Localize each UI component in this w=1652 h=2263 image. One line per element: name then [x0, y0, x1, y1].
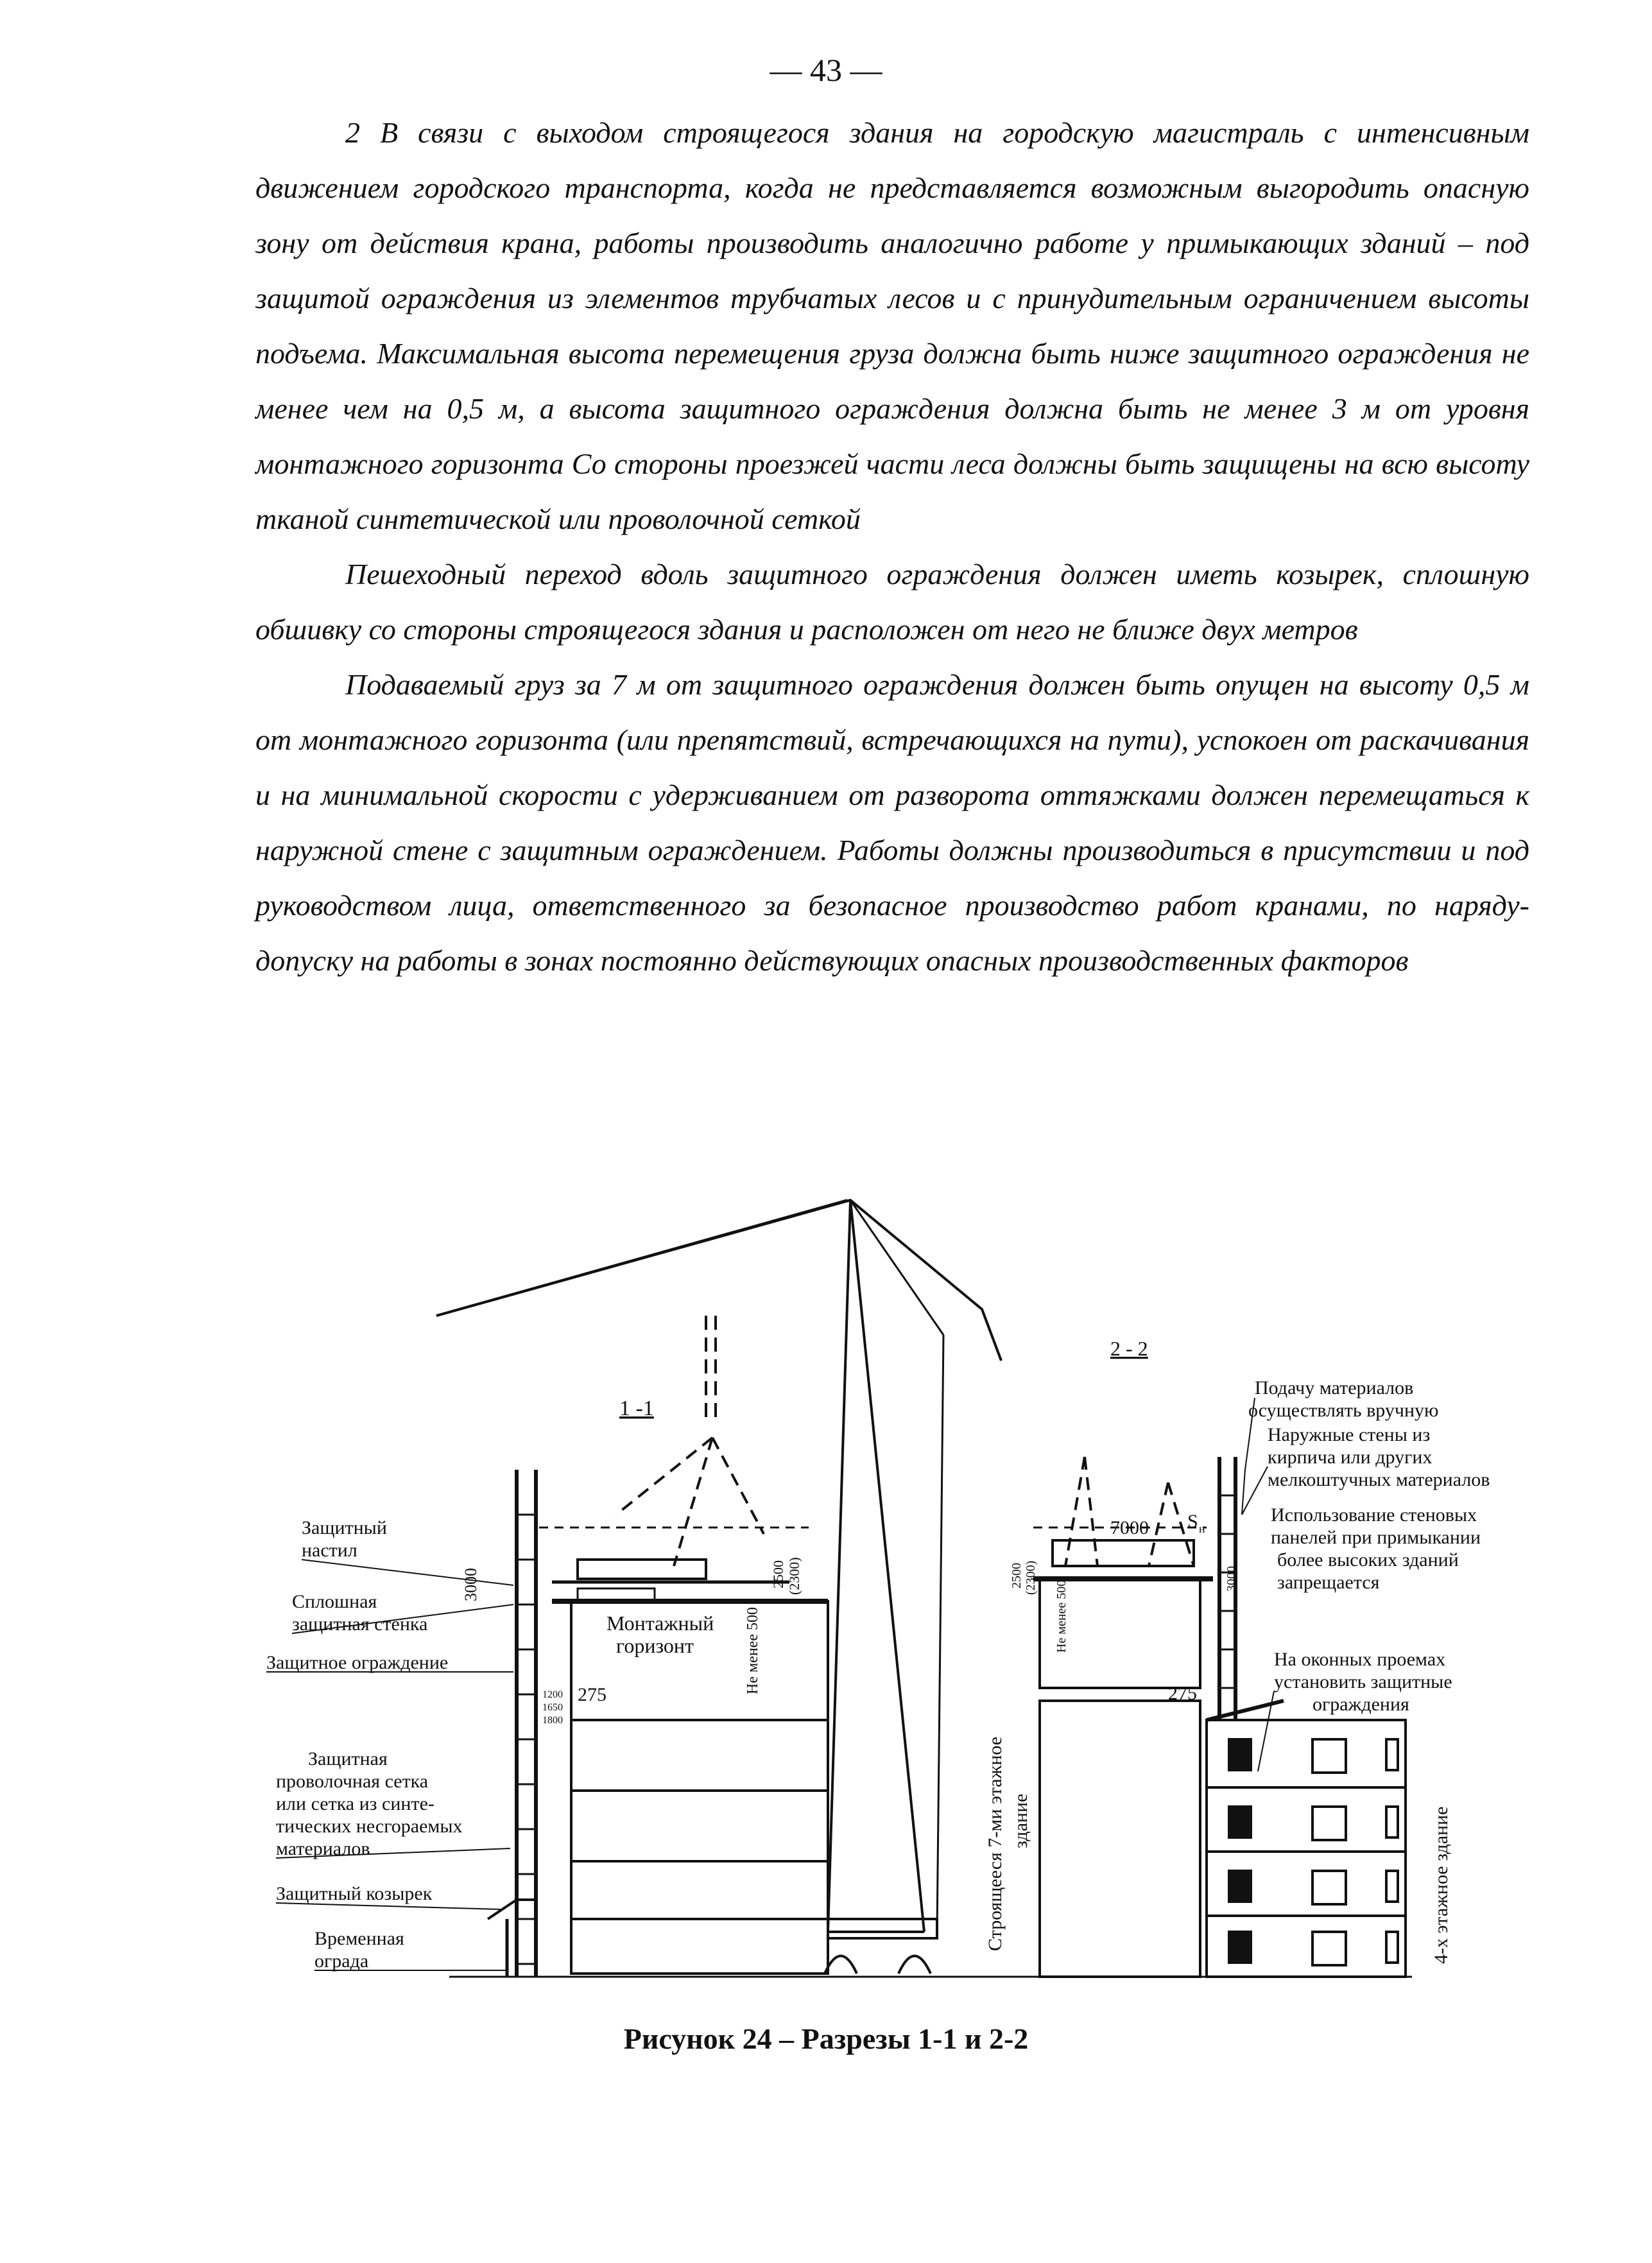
dim-3000: 3000 [461, 1568, 480, 1601]
label-building-4: 4-х этажное здание [1431, 1806, 1452, 1964]
label-windows-3: ограждения [1312, 1694, 1409, 1715]
label-temp-fence: Временная [314, 1928, 404, 1949]
label-panels: Использование стеновых [1271, 1504, 1477, 1526]
label-mesh-5: материалов [276, 1838, 370, 1859]
label-mounting-horizon: Монтажный [607, 1612, 714, 1635]
dim-2300: (2300) [786, 1557, 802, 1595]
label-not-less-500-right: Не менее 500 [1054, 1579, 1069, 1653]
dim-1200: 1200 [542, 1689, 563, 1700]
label-s: S [1187, 1511, 1198, 1532]
dim-2500-right: 2500 [1010, 1563, 1024, 1588]
label-mesh-2: проволочная сетка [276, 1771, 429, 1792]
dim-1800: 1800 [542, 1715, 563, 1726]
label-panels-2: панелей при примыкании [1271, 1527, 1481, 1548]
section-1-label: 1 -1 [619, 1397, 654, 1420]
page-number: — 43 — [770, 52, 882, 88]
label-mesh: Защитная [308, 1748, 388, 1769]
figure-caption: Рисунок 24 – Разрезы 1-1 и 2-2 [623, 2022, 1029, 2055]
label-protective-fence: Защитное ограждение [266, 1652, 449, 1673]
label-mounting-horizon-2: горизонт [616, 1634, 694, 1657]
label-feed-materials: Подачу материалов [1255, 1377, 1414, 1398]
dim-2500: 2500 [770, 1560, 786, 1588]
dim-2300-right: (2300) [1024, 1560, 1038, 1595]
dim-275-right: 275 [1168, 1683, 1197, 1704]
crane-mast [828, 1200, 850, 1932]
label-solid-wall-2: защитная стенка [292, 1613, 428, 1635]
crane-jib [436, 1200, 1001, 1361]
label-temp-fence-2: ограда [314, 1950, 369, 1972]
section-2-label: 2 - 2 [1110, 1337, 1148, 1360]
label-outer-walls-3: мелкоштучных материалов [1268, 1469, 1490, 1490]
label-protective-deck: Защитный [302, 1517, 387, 1538]
label-s-sub: н [1199, 1522, 1205, 1535]
label-outer-walls: Наружные стены из [1268, 1424, 1431, 1445]
label-windows-2: установить защитные [1274, 1671, 1452, 1692]
label-building-7: Строящееся 7-ми этажное [985, 1736, 1006, 1951]
label-windows: На оконных проемах [1274, 1649, 1446, 1670]
label-protective-deck-2: настил [302, 1540, 357, 1561]
label-panels-4: запрещается [1277, 1572, 1380, 1593]
paragraph-1: 2 В связи с выходом строящегося здания на городскую магистраль с интенсивным движением городского транспорта, когда не представляется возможным выгородить опасную зону от действия крана, работы производить аналогично работе у примыкающих зданий – под защитой ограждения из элементов трубчатых лесов и с принудительным ограничением высоты подъема. Максимальная высота перемещения груза должна быть ниже защитного ограждения не менее чем на 0,5 м, а высота защитного ограждения должна быть не менее 3 м от уровня монтажного горизонта Со стороны проезжей части леса должны быть защищены на всю высоту тканой синтетической или проволочной сеткой [255, 116, 1529, 535]
label-building-7-2: здание [1010, 1793, 1031, 1848]
paragraph-2: Пешеходный переход вдоль защитного ограждения должен иметь козырек, сплошную обшивку со стороны строящегося здания и расположен от него не ближе двух метров [255, 558, 1529, 646]
label-not-less-500: Не менее 500 [744, 1607, 761, 1694]
label-feed-materials-2: осуществлять вручную [1248, 1400, 1439, 1421]
dim-1650: 1650 [542, 1702, 563, 1713]
label-solid-wall: Сплошная [292, 1591, 377, 1612]
dim-7000: 7000 [1110, 1517, 1149, 1538]
label-canopy: Защитный козырек [276, 1883, 433, 1904]
paragraph-3: Подаваемый груз за 7 м от защитного ограждения должен быть опущен на высоту 0,5 м от монтажного горизонта (или препятствий, встречающихся на пути), успокоен от раскачивания и на минимальной скорости с удерживанием от разворота оттяжками должен перемещаться к наружной стене с защитным ограждением. Работы должны производиться в присутствии и под руководством лица, ответственного за безопасное производство работ кранами, по наряду-допуску на работы в зонах постоянно действующих опасных производственных факторов [255, 668, 1529, 977]
dim-275-left: 275 [578, 1684, 607, 1705]
label-outer-walls-2: кирпича или других [1268, 1447, 1433, 1468]
label-mesh-4: тических несгораемых [276, 1816, 463, 1837]
label-mesh-3: или сетка из синте- [276, 1793, 435, 1814]
dim-3000-right: 3000 [1225, 1566, 1239, 1592]
building-new-section-2 [1040, 1701, 1200, 1977]
label-panels-3: более высоких зданий [1277, 1549, 1459, 1570]
